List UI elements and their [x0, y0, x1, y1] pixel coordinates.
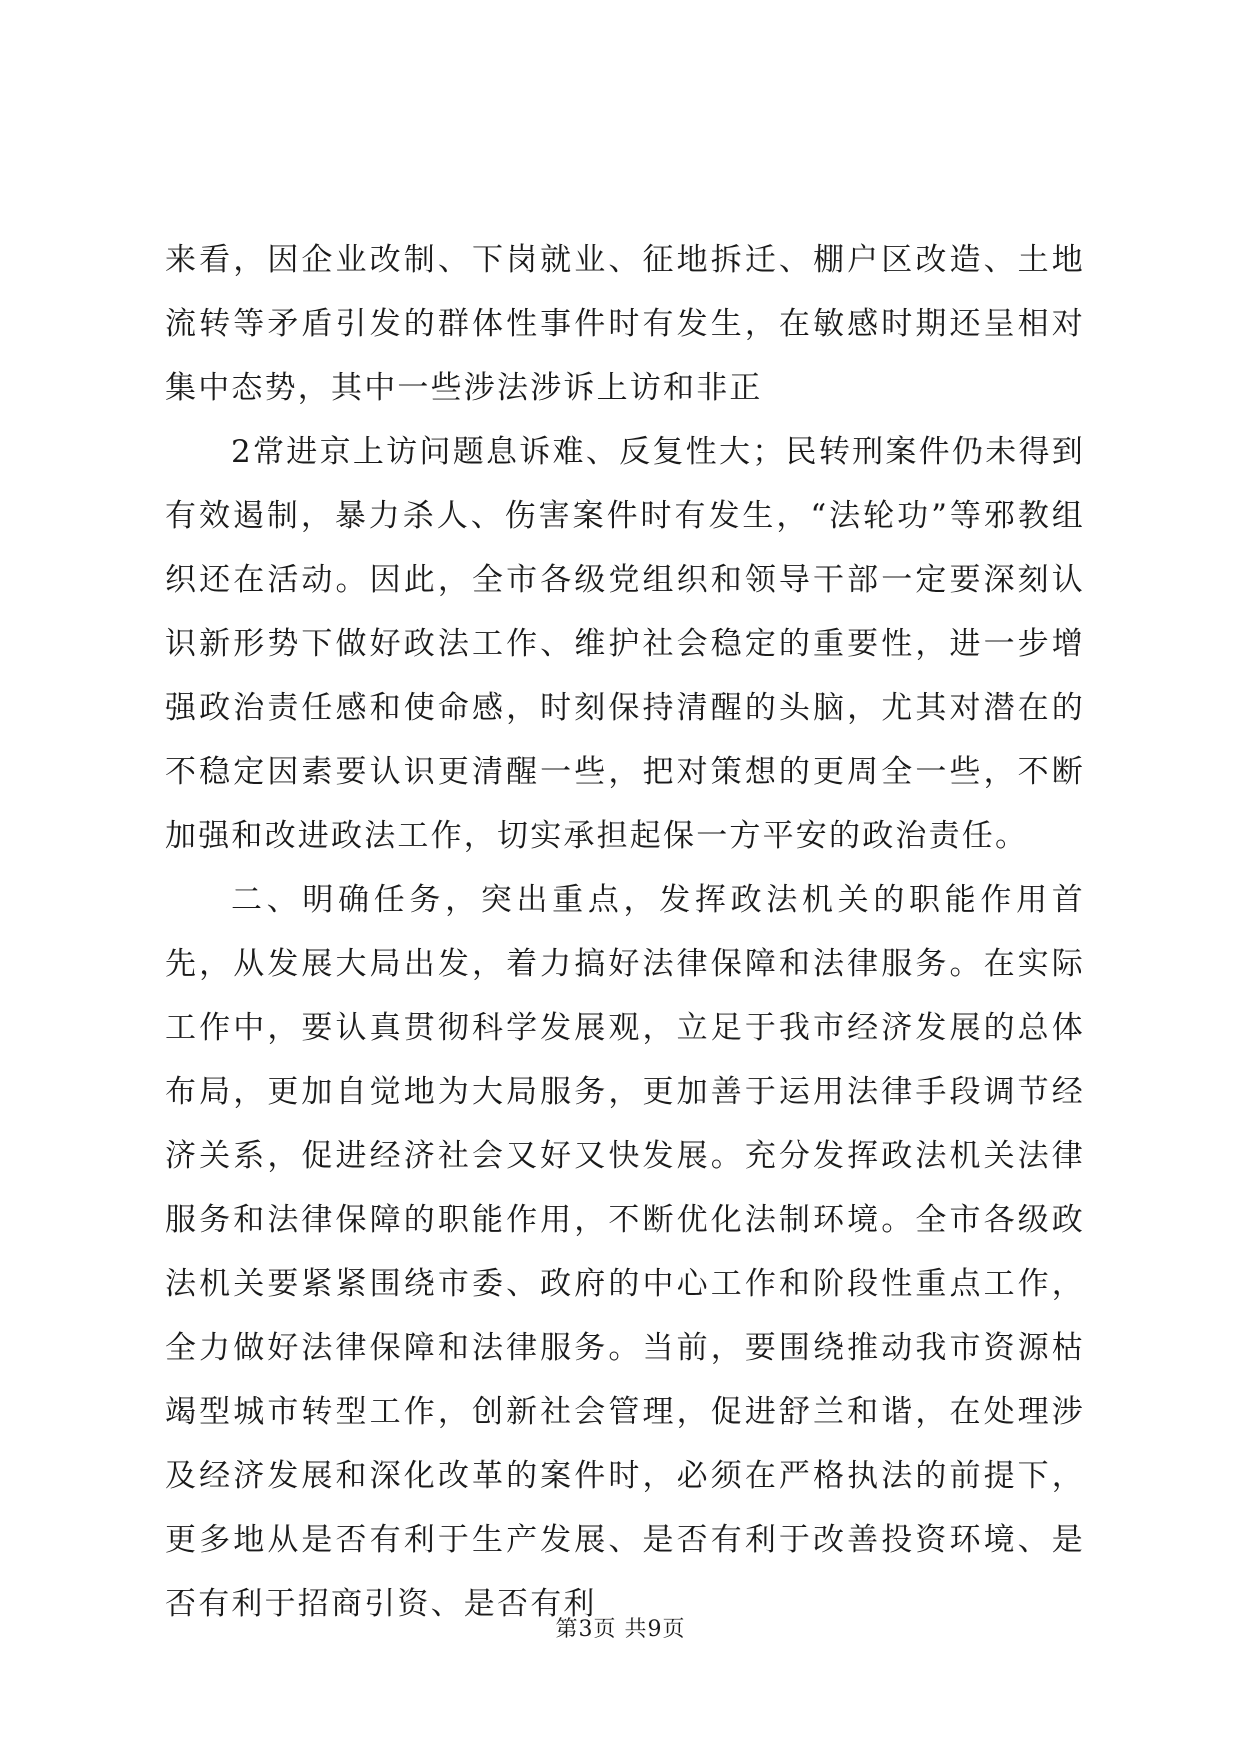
page-number-footer: 第3页 共9页 [555, 1617, 686, 1642]
paragraph-1: 来看，因企业改制、下岗就业、征地拆迁、棚户区改造、土地流转等矛盾引发的群体性事件时有发生，在敏感时期还呈相对集中态势，其中一些涉法涉诉上访和非正 [165, 242, 1085, 406]
paragraph-2: 2常进京上访问题息诉难、反复性大；民转刑案件仍未得到有效遏制，暴力杀人、伤害案件时有发生，“法轮功”等邪教组织还在活动。因此，全市各级党组织和领导干部一定要深刻认识新形势下做好政法工作、维护社会稳定的重要性，进一步增强政治责任感和使命感，时刻保持清醒的头脑，尤其对潜在的不稳定因素要认识更清醒一些，把对策想的更周全一些，不断加强和改进政法工作，切实承担起保一方平安的政治责任。 [165, 434, 1085, 854]
body-text [165, 228, 1085, 1636]
paragraph-3: 二、明确任务，突出重点，发挥政法机关的职能作用首先，从发展大局出发，着力搞好法律保障和法律服务。在实际工作中，要认真贯彻科学发展观，立足于我市经济发展的总体布局，更加自觉地为大局服务，更加善于运用法律手段调节经济关系，促进经济社会又好又快发展。充分发挥政法机关法律服务和法律保障的职能作用，不断优化法制环境。全市各级政法机关要紧紧围绕市委、政府的中心工作和阶段性重点工作，全力做好法律保障和法律服务。当前，要围绕推动我市资源枯竭型城市转型工作，创新社会管理，促进舒兰和谐，在处理涉及经济发展和深化改革的案件时，必须在严格执法的前提下，更多地从是否有利于生产发展、是否有利于改善投资环境、是否有利于招商引资、是否有利 [165, 882, 1085, 1622]
